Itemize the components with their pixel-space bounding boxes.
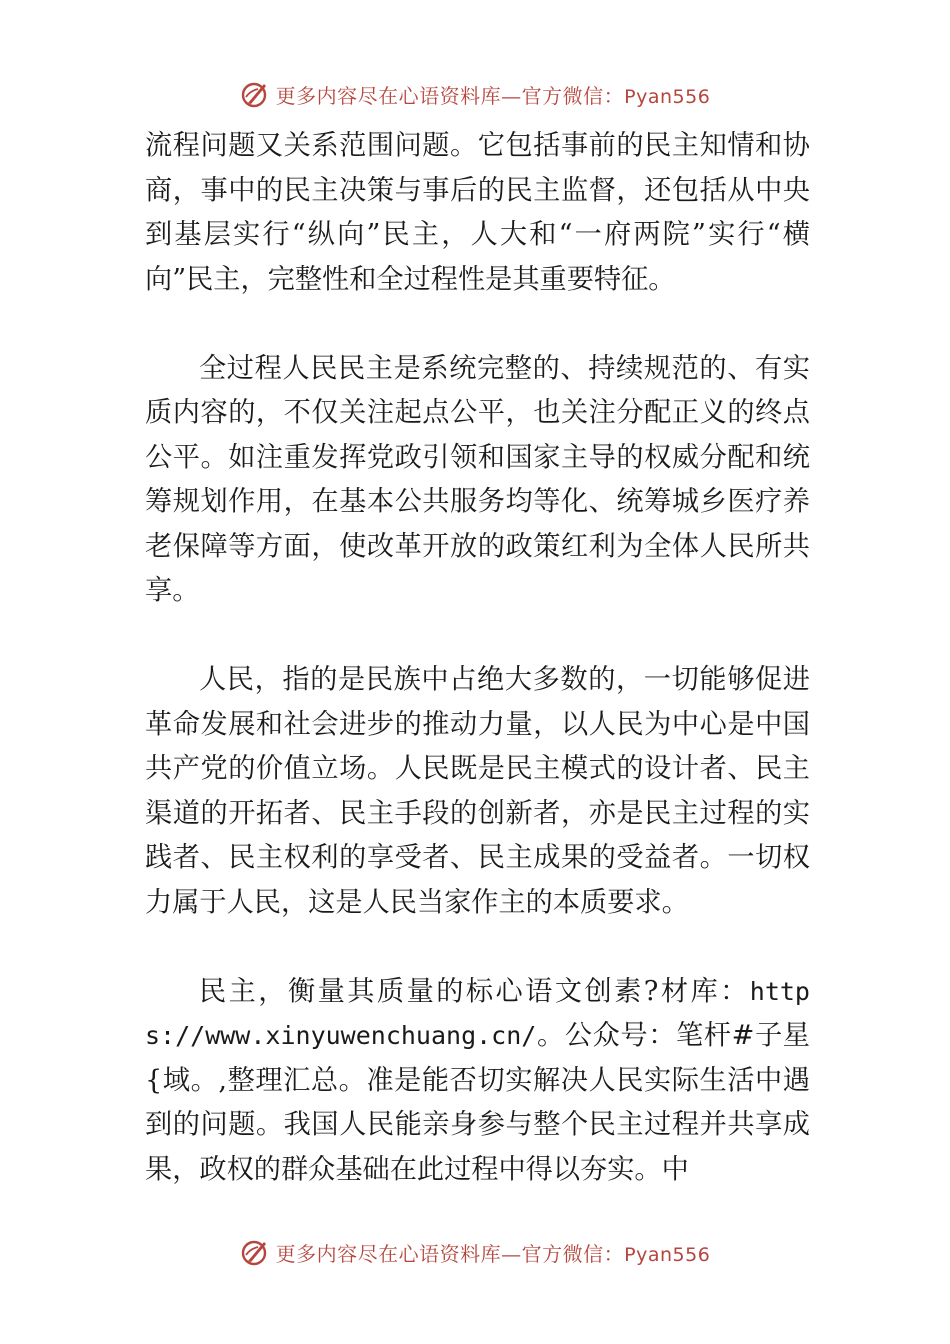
document-body [145,124,810,1192]
paragraph-4-part1: 民主，衡量其质量的标心语文创素?材库： [199,975,750,1007]
paragraph-3: 人民，指的是民族中占绝大多数的，一切能够促进革命发展和社会进步的推动力量，以人民为中心是中国共产党的价值立场。人民既是民主模式的设计者、民主渠道的开拓者、民主手段的创新者，亦是民主过程的实践者、民主权利的享受者、民主成果的受益者。一切权力属于人民，这是人民当家作主的本质要求。 [145,664,810,918]
paragraph-4 [145,970,810,1193]
footer-banner [0,1232,950,1272]
quill-circle-icon [240,1237,270,1267]
source-url: https://www.xinyuwenchuang.cn/ [145,976,810,1050]
paragraph-4-part2: 。公众号：笔杆#子星{域。,整理汇总。准是能否切实解决人民实际生活中遇到的问题。我国人民能亲身参与整个民主过程并共享成果，政权的群众基础在此过程中得以夯实。中 [145,1020,810,1185]
paragraph-1: 流程问题又关系范围问题。它包括事前的民主知情和协商，事中的民主决策与事后的民主监督，还包括从中央到基层实行“纵向”民主，人大和“一府两院”实行“横向”民主，完整性和全过程性是其重要特征。 [145,130,810,295]
banner-text [276,80,711,109]
quill-circle-icon [240,79,270,109]
paragraph-2: 全过程人民民主是系统完整的、持续规范的、有实质内容的，不仅关注起点公平，也关注分配正义的终点公平。如注重发挥党政引领和国家主导的权威分配和统筹规划作用，在基本公共服务均等化、统筹城乡医疗养老保障等方面，使改革开放的政策红利为全体人民所共享。 [145,352,810,606]
banner-title: 更多内容尽在心语资料库—官方微信： [275,1241,625,1266]
header-banner [0,74,950,114]
banner-text [276,1238,711,1267]
wechat-id: Pyan556 [624,1243,711,1266]
banner-title: 更多内容尽在心语资料库—官方微信： [275,83,625,108]
wechat-id: Pyan556 [624,85,711,108]
